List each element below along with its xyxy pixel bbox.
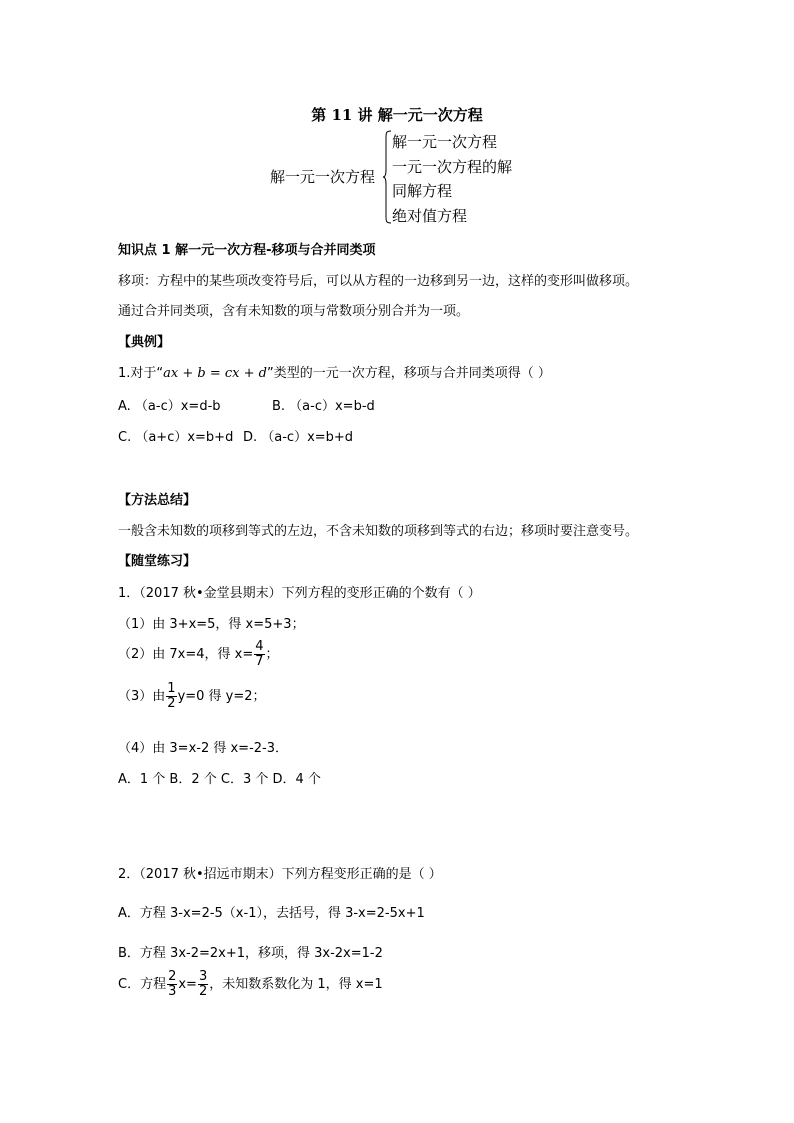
tree-root-label: 解一元一次方程 [270,168,376,186]
knowledge-heading: 知识点 1 解一元一次方程-移项与合并同类项 [118,243,376,258]
summary-text: 一般含未知数的项移到等式的左边，不含未知数的项移到等式的右边；移项时要注意变号。 [118,524,639,539]
knowledge-paragraph: 移项：方程中的某些项改变符号后，可以从方程的一边移到另一边，这样的变形叫做移项。 [118,274,639,289]
statement-2: （2）由 7x=4，得 x= $\frac{4}{7}$ ； [118,639,279,669]
fraction: $\frac{4}{7}$ [255,639,264,669]
question-1-stem: 1．（2017 秋•金堂县期末）下列方程的变形正确的个数有（ ） [118,586,481,601]
question-2-option-b: B．方程 3x-2=2x+1，移项，得 3x-2x=1-2 [118,946,383,961]
tree-item: 一元一次方程的解 [392,157,513,176]
question-2-option-c: C．方程 $\frac{2}{3}$ x= $\frac{3}{2}$ ，未知数系数化为 1，得 x=1 [118,969,383,999]
option-a: A. （a-c）x=d-b [118,399,221,414]
summary-heading: 【方法总结】 [118,493,197,508]
statement-1: （1）由 3+x=5，得 x=5+3； [118,617,305,632]
fraction: $\frac{2}{3}$ [168,969,177,999]
option-d: D. （a-c）x=b+d [243,430,354,445]
curly-brace-icon [382,130,392,224]
page-title: 第 11 讲 解一元一次方程 [311,106,483,124]
option-c: C. （a+c）x=b+d [118,430,234,445]
tree-item: 解一元一次方程 [392,133,498,151]
fraction: $\frac{1}{2}$ [167,681,176,711]
question-2-option-a: A．方程 3-x=2-5（x-1），去括号，得 3-x=2-5x+1 [118,906,425,921]
option-b: B. （a-c）x=b-d [272,399,375,414]
tree-item: 同解方程 [392,182,453,200]
fraction: $\frac{3}{2}$ [198,969,208,999]
example-heading: 【典例】 [118,335,171,350]
tree-item: 绝对值方程 [392,206,468,225]
equation: ax + b = cx + d [163,366,267,381]
statement-4: （4）由 3=x-2 得 x=-2-3． [118,741,288,756]
tree-items [392,130,512,228]
example-question: 1.对于“ax + b = cx + d”类型的一元一次方程，移项与合并同类项得（ ） [118,366,551,381]
knowledge-paragraph: 通过合并同类项，含有未知数的项与常数项分别合并为一项。 [118,304,470,319]
question-2-stem: 2．（2017 秋•招远市期末）下列方程变形正确的是（ ） [118,867,442,882]
practice-heading: 【随堂练习】 [118,554,197,569]
question-1-options: A．1 个 B．2 个 C．3 个 D．4 个 [118,772,321,787]
statement-3: （3）由 $\frac{1}{2}$ y=0 得 y=2； [118,681,266,711]
